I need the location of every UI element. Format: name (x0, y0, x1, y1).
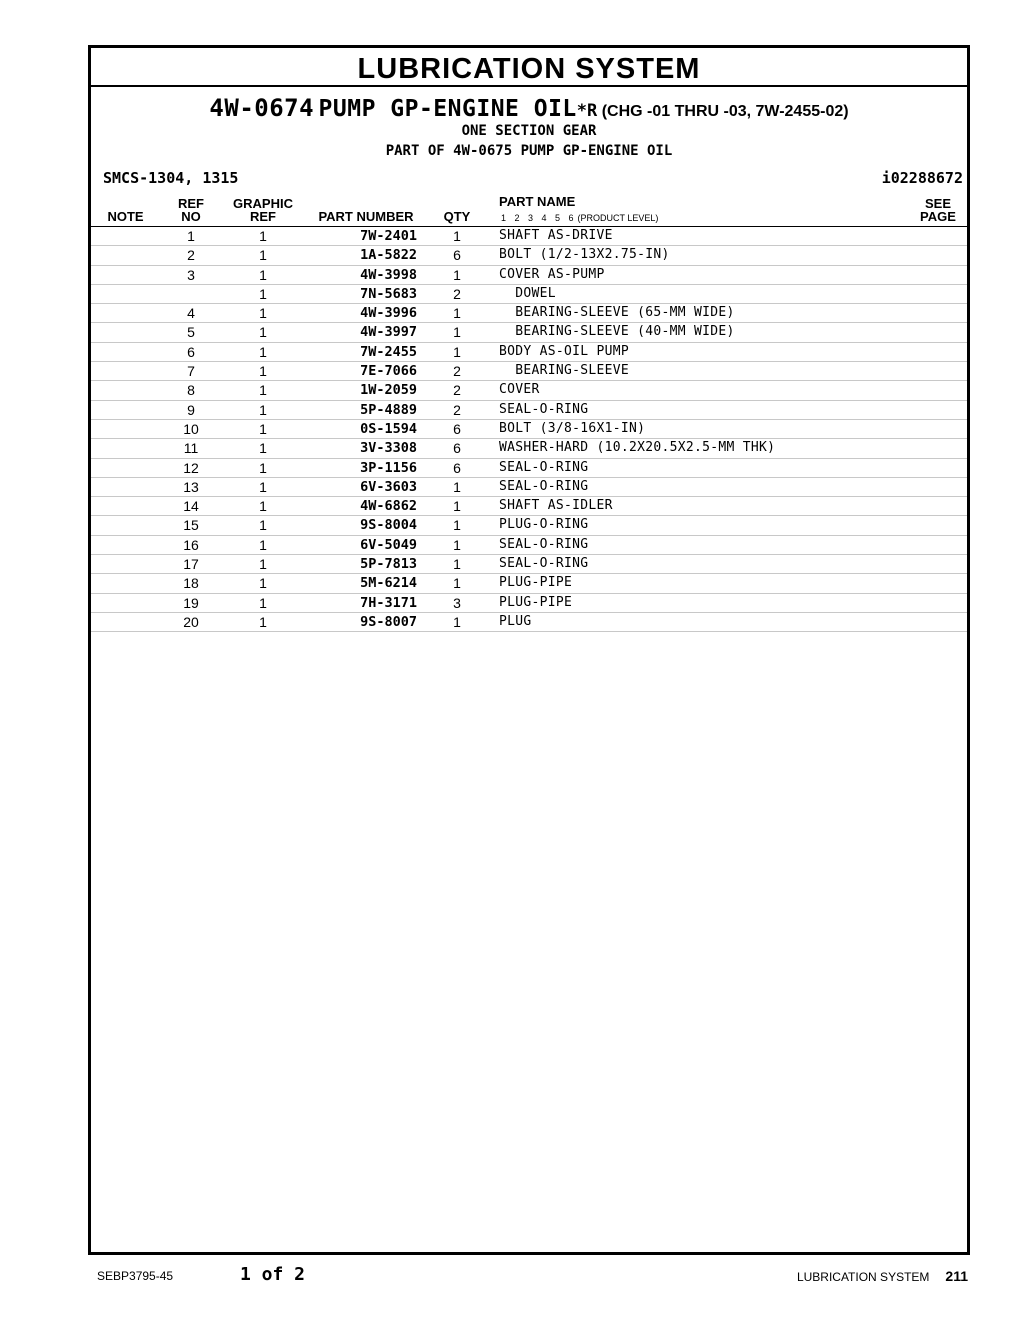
table-row (91, 304, 967, 323)
part-number: 4W-3996 (360, 305, 417, 322)
ref-number: 7 (187, 363, 195, 380)
ref-number: 19 (183, 594, 199, 611)
star-mark: *R (576, 101, 598, 121)
part-number: 5P-7813 (360, 556, 417, 573)
ref-number: 4 (187, 305, 195, 322)
part-name: SHAFT AS-IDLER (499, 498, 613, 514)
ref-number: 6 (187, 343, 195, 360)
table-row (91, 516, 967, 535)
graphic-ref: 1 (259, 401, 267, 418)
ref-number: 2 (187, 247, 195, 264)
graphic-ref: 1 (259, 613, 267, 630)
ref-number: 10 (183, 420, 199, 437)
part-number: 0S-1594 (360, 420, 417, 437)
ref-number: 8 (187, 382, 195, 399)
table-row (91, 536, 967, 555)
part-name: SEAL-O-RING (499, 536, 589, 552)
graphic-ref: 1 (259, 440, 267, 457)
part-name: PLUG-PIPE (499, 575, 573, 591)
ref-number: 16 (183, 536, 199, 553)
part-name: SEAL-O-RING (499, 556, 589, 572)
graphic-ref: 1 (259, 228, 267, 244)
group-part-name: PUMP GP-ENGINE OIL (318, 96, 577, 122)
part-number: 9S-8007 (360, 613, 417, 630)
section-title: LUBRICATION SYSTEM (357, 53, 701, 85)
part-number: 5P-4889 (360, 401, 417, 418)
part-name: BODY AS-OIL PUMP (499, 343, 630, 359)
part-number: 7E-7066 (360, 363, 417, 380)
smcs-code: SMCS-1304, 1315 (103, 169, 239, 187)
group-description: ONE SECTION GEAR (461, 123, 597, 139)
table-row (91, 227, 967, 246)
ref-number: 11 (183, 440, 199, 457)
group-title (91, 94, 967, 126)
ref-number: 9 (187, 401, 195, 418)
quantity: 6 (453, 420, 461, 437)
quantity: 2 (453, 363, 461, 380)
table-row (91, 343, 967, 362)
illustration-id: i02288672 (881, 169, 963, 187)
part-number: 3P-1156 (360, 459, 417, 476)
title-divider (91, 85, 967, 87)
quantity: 6 (453, 459, 461, 476)
part-name: SEAL-O-RING (499, 401, 589, 417)
graphic-ref: 1 (259, 363, 267, 380)
ref-number: 5 (187, 324, 195, 341)
graphic-ref: 1 (259, 420, 267, 437)
quantity: 2 (453, 401, 461, 418)
part-name: COVER AS-PUMP (499, 266, 605, 282)
table-row (91, 285, 967, 304)
group-part-number: 4W-0674 (209, 94, 315, 122)
graphic-ref: 1 (259, 266, 267, 283)
table-row (91, 323, 967, 342)
footer-section (797, 1268, 968, 1284)
part-number: 4W-3998 (360, 266, 417, 283)
part-name: SEAL-O-RING (499, 478, 589, 494)
part-name: SEAL-O-RING (499, 459, 589, 475)
quantity: 1 (453, 536, 461, 553)
graphic-ref: 1 (259, 478, 267, 495)
ref-number: 3 (187, 266, 195, 283)
part-number: 5M-6214 (360, 575, 417, 592)
graphic-ref: 1 (259, 285, 267, 302)
ref-number: 20 (183, 613, 199, 630)
quantity: 2 (453, 285, 461, 302)
quantity: 1 (453, 343, 461, 360)
product-level-scale: 1 2 3 4 5 6 (PRODUCT LEVEL) (501, 213, 659, 223)
page-frame (88, 45, 970, 1255)
quantity: 1 (453, 266, 461, 283)
table-row (91, 246, 967, 265)
quantity: 2 (453, 382, 461, 399)
page-number: 211 (945, 1268, 968, 1284)
quantity: 1 (453, 613, 461, 630)
part-name: WASHER-HARD (10.2X20.5X2.5-MM THK) (499, 440, 776, 456)
table-row (91, 459, 967, 478)
quantity: 1 (453, 575, 461, 592)
part-name: PLUG-PIPE (499, 594, 573, 610)
graphic-ref: 1 (259, 459, 267, 476)
column-header-ref-no: REF NO (178, 196, 204, 224)
page-of: 1 of 2 (240, 1264, 306, 1285)
graphic-ref: 1 (259, 498, 267, 515)
graphic-ref: 1 (259, 517, 267, 534)
graphic-ref: 1 (259, 536, 267, 553)
table-row (91, 381, 967, 400)
ref-number: 15 (183, 517, 199, 534)
table-row (91, 594, 967, 613)
column-header-part-number: PART NUMBER (318, 209, 414, 224)
part-number: 1W-2059 (360, 382, 417, 399)
graphic-ref: 1 (259, 324, 267, 341)
part-number: 1A-5822 (360, 247, 417, 264)
part-number: 6V-5049 (360, 536, 417, 553)
ref-number: 1 (187, 228, 195, 244)
part-name: SHAFT AS-DRIVE (499, 228, 613, 243)
part-name: COVER (499, 382, 540, 398)
part-number: 3V-3308 (360, 440, 417, 457)
table-row (91, 420, 967, 439)
quantity: 1 (453, 478, 461, 495)
part-name: BEARING-SLEEVE (65-MM WIDE) (499, 305, 735, 321)
table-row (91, 555, 967, 574)
part-number: 6V-3603 (360, 478, 417, 495)
ref-number: 13 (183, 478, 199, 495)
quantity: 1 (453, 517, 461, 534)
part-number: 4W-6862 (360, 498, 417, 515)
quantity: 1 (453, 305, 461, 322)
ref-number: 12 (183, 459, 199, 476)
table-row (91, 497, 967, 516)
table-row (91, 574, 967, 593)
part-number: 7W-2455 (360, 343, 417, 360)
part-number: 7H-3171 (360, 594, 417, 611)
part-name: PLUG (499, 613, 532, 629)
table-row (91, 362, 967, 381)
column-header-graphic-ref: GRAPHIC REF (233, 196, 293, 224)
ref-number: 18 (183, 575, 199, 592)
part-name: BEARING-SLEEVE (499, 363, 630, 379)
graphic-ref: 1 (259, 343, 267, 360)
change-note: (CHG -01 THRU -03, 7W-2455-02) (601, 103, 849, 120)
ref-number: 17 (183, 556, 199, 573)
graphic-ref: 1 (259, 247, 267, 264)
graphic-ref: 1 (259, 305, 267, 322)
graphic-ref: 1 (259, 382, 267, 399)
column-header-qty: QTY (443, 209, 471, 224)
table-row (91, 439, 967, 458)
quantity: 3 (453, 594, 461, 611)
part-name: PLUG-O-RING (499, 517, 589, 533)
graphic-ref: 1 (259, 556, 267, 573)
quantity: 1 (453, 498, 461, 515)
table-row (91, 613, 967, 632)
part-name: BOLT (3/8-16X1-IN) (499, 420, 646, 436)
graphic-ref: 1 (259, 594, 267, 611)
part-number: 4W-3997 (360, 324, 417, 341)
part-name: DOWEL (499, 285, 556, 301)
part-name: BEARING-SLEEVE (40-MM WIDE) (499, 324, 735, 340)
footer-section-name: LUBRICATION SYSTEM (796, 1270, 930, 1284)
part-number: 7W-2401 (360, 228, 417, 244)
parts-table (91, 227, 967, 632)
quantity: 1 (453, 556, 461, 573)
document-id: SEBP3795-45 (97, 1269, 174, 1283)
column-header-see-page: SEE PAGE (920, 196, 956, 224)
quantity: 1 (453, 324, 461, 341)
table-row (91, 401, 967, 420)
quantity: 1 (453, 228, 461, 244)
table-row (91, 266, 967, 285)
part-number: 7N-5683 (360, 285, 417, 302)
graphic-ref: 1 (259, 575, 267, 592)
part-number: 9S-8004 (360, 517, 417, 534)
column-header-note: NOTE (107, 209, 144, 224)
quantity: 6 (453, 247, 461, 264)
table-row (91, 478, 967, 497)
quantity: 6 (453, 440, 461, 457)
parent-assembly: PART OF 4W-0675 PUMP GP-ENGINE OIL (385, 143, 673, 159)
column-header-part-name: PART NAME (499, 194, 576, 209)
ref-number: 14 (183, 498, 199, 515)
part-name: BOLT (1/2-13X2.75-IN) (499, 247, 670, 263)
